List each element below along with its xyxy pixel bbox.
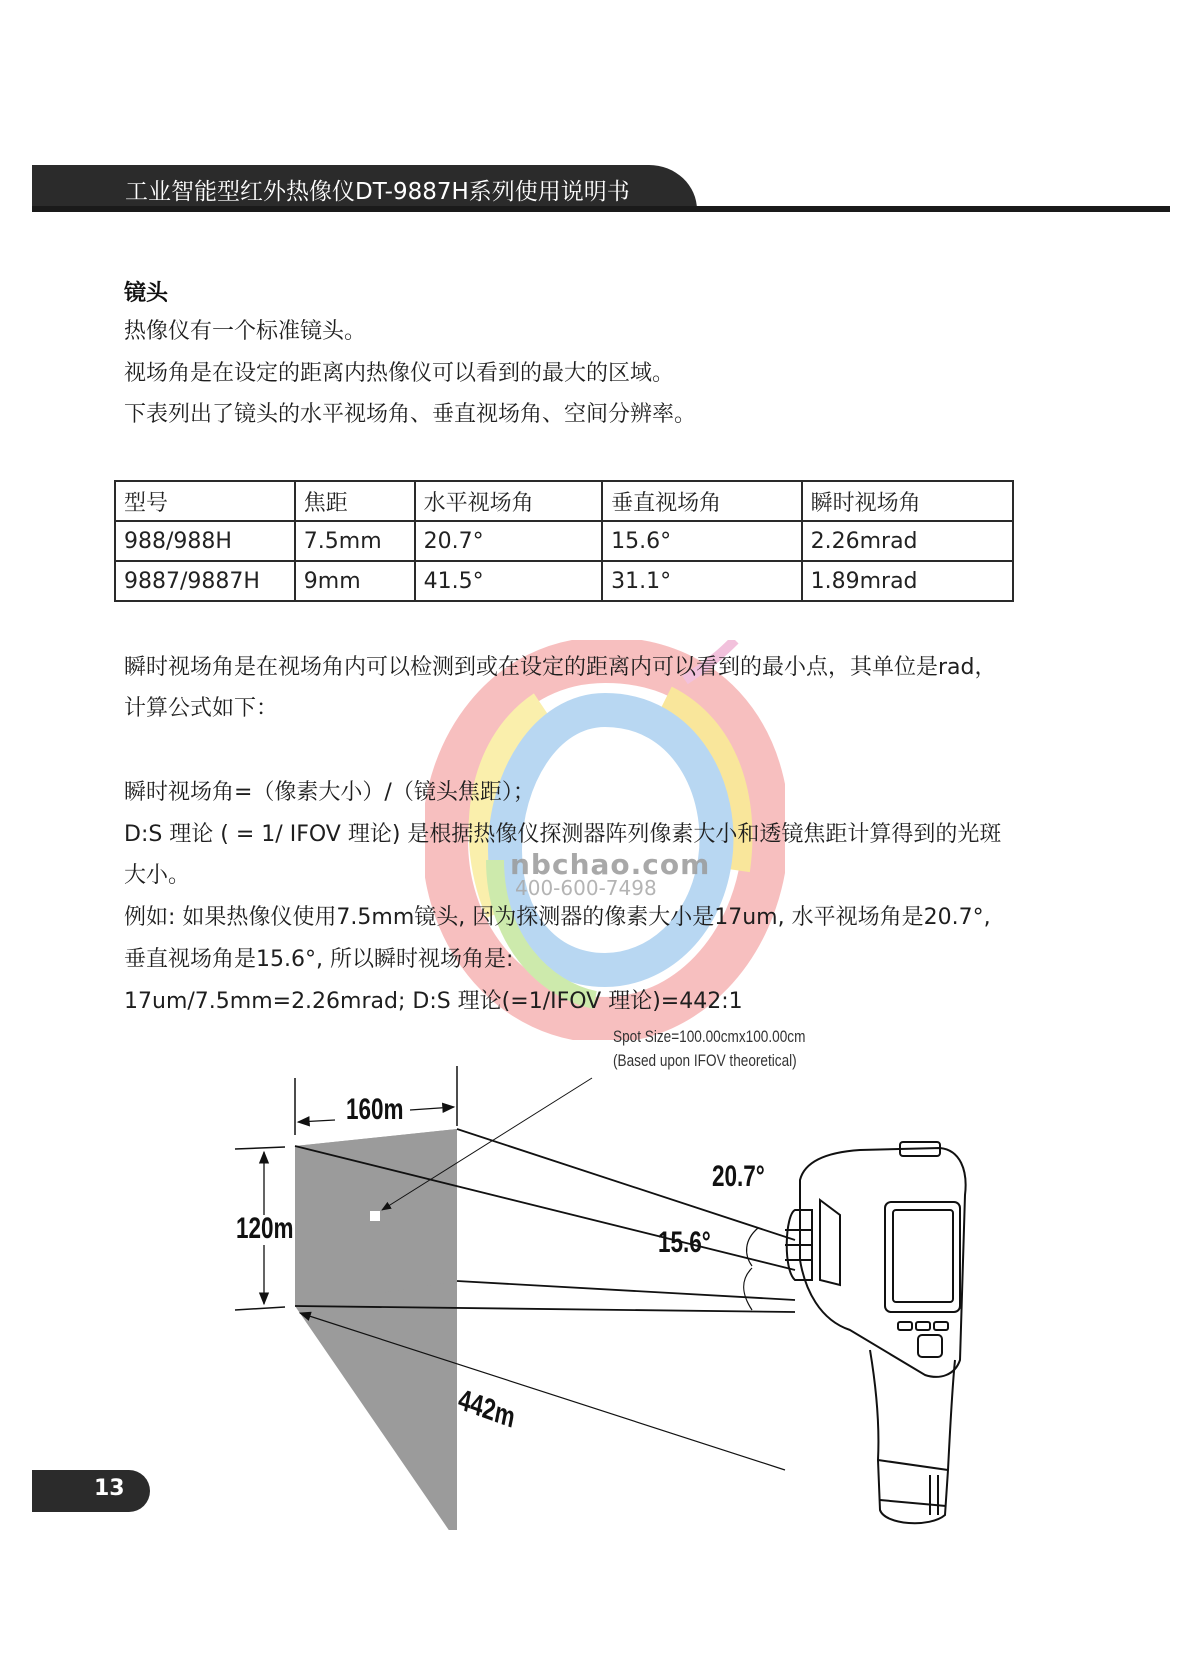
body-line: 大小。: [124, 863, 191, 888]
header-divider: [32, 206, 1170, 212]
table-header-cell: 焦距: [295, 481, 415, 521]
horizontal-fov-label: 20.7°: [712, 1160, 765, 1193]
table-header-cell: 型号: [115, 481, 295, 521]
table-header-cell: 水平视场角: [415, 481, 603, 521]
table-row: [115, 521, 1013, 561]
table-cell: 9887/9887H: [115, 561, 295, 601]
body-line: 瞬时视场角是在视场角内可以检测到或在设定的距离内可以看到的最小点，其单位是rad，: [124, 655, 997, 680]
table-cell: 20.7°: [415, 521, 603, 561]
table-cell: 9mm: [295, 561, 415, 601]
table-cell: 1.89mrad: [802, 561, 1013, 601]
distance-label: 442m: [455, 1383, 518, 1435]
section-heading: 镜头: [124, 281, 169, 306]
table-cell: 15.6°: [602, 521, 801, 561]
table-header-cell: 垂直视场角: [602, 481, 801, 521]
page-number: 13: [94, 1476, 125, 1501]
formula-line: 瞬时视场角=（像素大小）/（镜头焦距）；: [124, 780, 535, 805]
spot-marker: [370, 1211, 380, 1221]
spot-size-basis-label: (Based upon IFOV theoretical): [613, 1051, 797, 1070]
example-line: 例如: 如果热像仪使用7.5mm镜头, 因为探测器的像素大小是17um, 水平视场角是20.7°,: [124, 905, 991, 930]
target-height-label: 120m: [236, 1212, 294, 1245]
fov-diagram: [0, 1027, 1200, 1530]
body-line: 计算公式如下：: [124, 696, 279, 721]
table-cell: 41.5°: [415, 561, 603, 601]
example-line: 垂直视场角是15.6°, 所以瞬时视场角是:: [124, 947, 514, 972]
table-cell: 988/988H: [115, 521, 295, 561]
vertical-fov-label: 15.6°: [658, 1226, 711, 1259]
body-line: D:S 理论 ( = 1/ IFOV 理论) 是根据热像仪探测器阵列像素大小和透镜焦距计算得到的光斑: [124, 822, 1002, 847]
table-cell: 2.26mrad: [802, 521, 1013, 561]
intro-line: 视场角是在设定的距离内热像仪可以看到的最大的区域。: [124, 361, 675, 386]
thermal-camera-illustration: [785, 1142, 966, 1523]
table-header-cell: 瞬时视场角: [802, 481, 1013, 521]
table-cell: 31.1°: [602, 561, 801, 601]
intro-line: 下表列出了镜头的水平视场角、垂直视场角、空间分辨率。: [124, 402, 697, 427]
lens-spec-table: [114, 480, 1014, 602]
table-row: [115, 561, 1013, 601]
intro-line: 热像仪有一个标准镜头。: [124, 319, 367, 344]
table-header-row: [115, 481, 1013, 521]
spot-size-label: Spot Size=100.00cmx100.00cm: [613, 1027, 806, 1046]
watermark-phone: 400-600-7498: [515, 876, 657, 900]
example-result-line: 17um/7.5mm=2.26mrad; D:S 理论(=1/IFOV 理论)=442:1: [124, 989, 743, 1014]
target-width-label: 160m: [346, 1093, 404, 1126]
watermark-site: nbchao.com: [510, 848, 711, 881]
document-title: 工业智能型红外热像仪DT-9887H系列使用说明书: [125, 179, 630, 205]
table-cell: 7.5mm: [295, 521, 415, 561]
page-number-tab: [32, 1470, 150, 1512]
fov-diagram-graphic: [0, 1030, 1200, 1530]
